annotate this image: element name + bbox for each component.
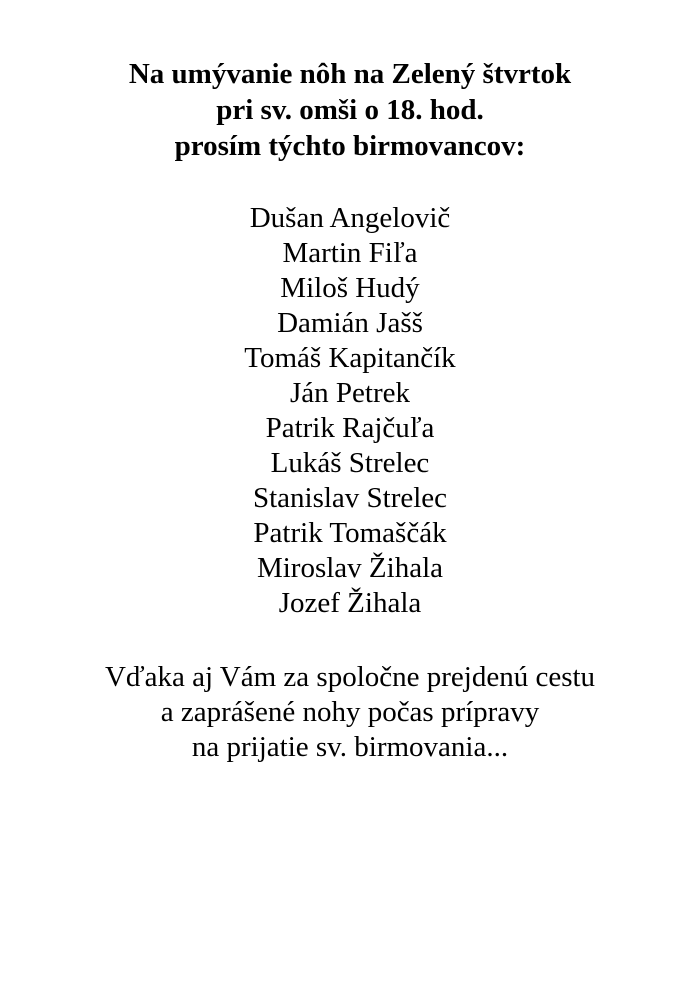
heading-line: prosím týchto birmovancov:	[174, 130, 526, 162]
candidate-name: Lukáš Strelec	[270, 447, 430, 479]
candidate-name: Jozef Žihala	[278, 587, 422, 619]
announcement-heading	[0, 56, 700, 164]
candidate-name: Stanislav Strelec	[252, 482, 448, 514]
candidate-name: Patrik Rajčuľa	[265, 412, 435, 444]
heading-line: pri sv. omši o 18. hod.	[216, 94, 484, 126]
candidate-name: Martin Fiľa	[282, 237, 418, 269]
candidate-name: Miloš Hudý	[280, 272, 420, 304]
candidate-name: Tomáš Kapitančík	[244, 342, 456, 374]
closing-line: Vďaka aj Vám za spoločne prejdenú cestu	[104, 661, 596, 693]
candidate-name: Damián Jašš	[277, 307, 423, 339]
heading-line: Na umývanie nôh na Zelený štvrtok	[128, 58, 572, 90]
closing-line: a zaprášené nohy počas prípravy	[160, 696, 540, 728]
candidate-name: Patrik Tomaščák	[253, 517, 447, 549]
candidate-name-list	[0, 201, 700, 621]
closing-message	[0, 660, 700, 765]
candidate-name: Miroslav Žihala	[256, 552, 444, 584]
candidate-name: Ján Petrek	[290, 377, 410, 409]
closing-line: na prijatie sv. birmovania...	[191, 731, 509, 763]
candidate-name: Dušan Angelovič	[249, 202, 451, 234]
